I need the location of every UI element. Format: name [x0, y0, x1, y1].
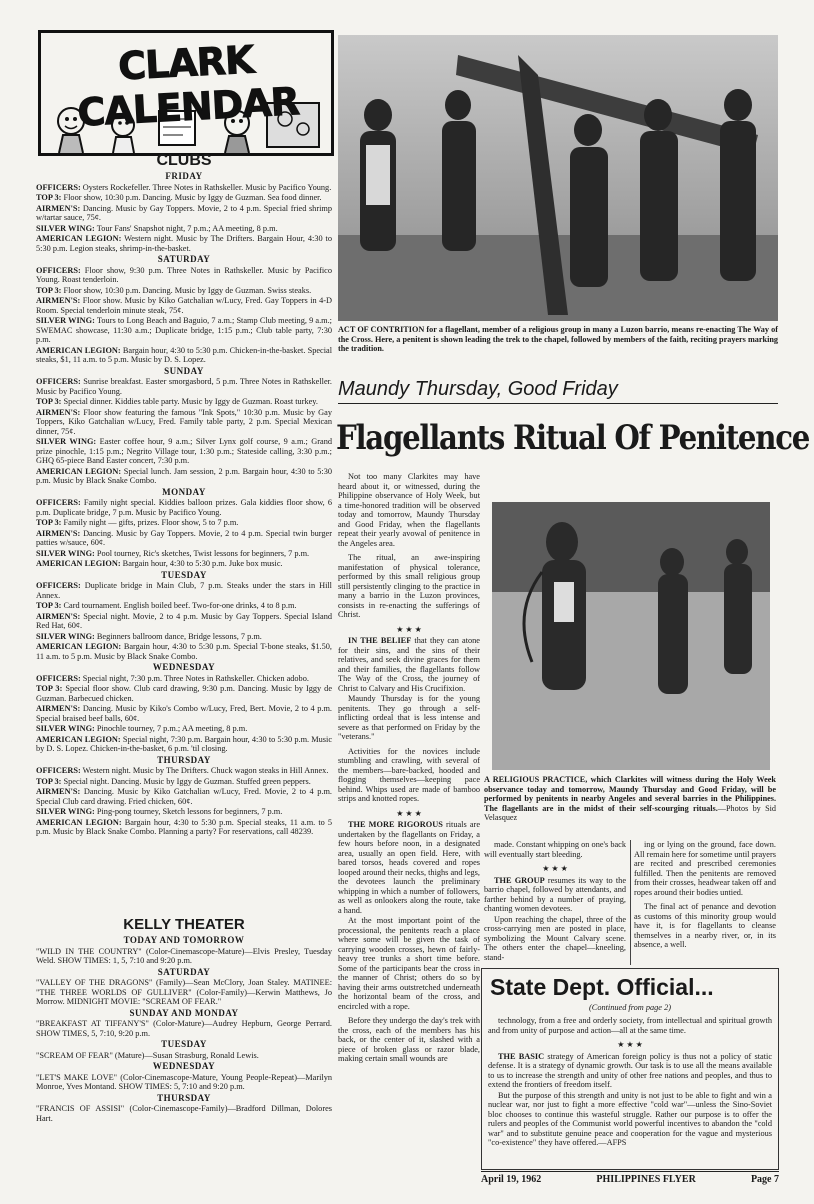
club-name: AMERICAN LEGION:	[36, 817, 122, 827]
club-name: TOP 3:	[36, 601, 62, 610]
story-column-3	[634, 840, 776, 968]
state-continued: (Continued from page 2)	[589, 1003, 671, 1012]
club-entry	[36, 518, 332, 528]
paragraph-text: resumes its way to the barrio chapel, followed by attendants, and farther behind by a number of praying, chanting women devotees.	[484, 875, 626, 913]
paragraph: Maundy Thursday is for the young penitents. They go through a self-inflicting ordeal that is less intense and severe as that performed on Friday by the "veterans."	[338, 694, 480, 741]
club-details: Bargain hour, 4:30 to 5:30 p.m. Chicken-in-the-basket. Special steaks, $1, 11 a.m. to 5 p.m. Music by D. S. Lopez.	[36, 345, 332, 364]
movie-listing: "WILD IN THE COUNTRY" (Color-Cinemascope-Mature)—Elvis Presley, Tuesday Weld. SHOW TIMES: 1, 5, 7:10 and 9:20 p.m.	[36, 946, 332, 965]
club-entry	[36, 674, 332, 684]
club-entry	[36, 724, 332, 734]
day-heading: THURSDAY	[157, 754, 211, 765]
photo1-caption: ACT OF CONTRITION for a flagellant, member of a religious group in many a Luzon barrio, means re-enacting The Way of the Cross. Here, a penitent is shown leading the trek to the chapel, followed by members of the faith, reciting prayers marking the tradition.	[338, 325, 778, 353]
club-entry	[36, 549, 332, 559]
movie-listing: "FRANCIS OF ASSISI" (Color-Cinemascope-Family)—Bradford Dillman, Dolores Hart.	[36, 1104, 332, 1123]
headline: Flagellants Ritual Of Penitence	[336, 418, 810, 458]
state-title: State Dept. Official...	[490, 974, 714, 1000]
club-name: AMERICAN LEGION:	[36, 466, 122, 476]
club-details: Floor show. Music by Kiko Gatchalian w/Lucy, Fred. Gay Toppers in 4-D Room. Special tenderloin minute steak, 75¢.	[36, 296, 332, 315]
club-entry	[36, 807, 332, 817]
show-day: SUNDAY AND MONDAY	[129, 1007, 239, 1018]
paragraph: Not too many Clarkites may have heard about it, or witnessed, during the Philippine observance of Holy Week, but a time-honored tradition will be observed today and tomorrow, Maundy Thursday and Good Friday, when the flagellants repeat their yearly avowal of penitence in the Angeles area.	[338, 472, 480, 548]
club-details: Special night, 7:30 p.m. Bargain hour, 4:30 to 5:30 p.m. Music by D. S. Lopez. Chicken-in-the-basket, 6 p.m. 'til closing.	[36, 734, 332, 753]
club-entry	[36, 601, 332, 611]
paragraph: Upon reaching the chapel, three of the cross-carrying men are posted in place, symbolizing the Mount Calvary scene. The others enter the chapel—kneeling, stand-	[484, 914, 626, 962]
clubs-days	[36, 172, 332, 837]
club-name: SILVER WING:	[36, 724, 95, 733]
club-name: AMERICAN LEGION:	[36, 559, 121, 568]
club-name: AMERICAN LEGION:	[36, 642, 122, 651]
paragraph	[484, 876, 626, 914]
paragraph-text: that they can atone for their sins, and the sins of their relatives, and seek divine graces for them and their families, the flagellants follow The Way of the Cross, the journey of Christ to Calvary and His Crucifixion.	[338, 636, 480, 693]
day-heading: FRIDAY	[165, 171, 203, 181]
club-details: Dancing. Music by Kiko's Combo w/Lucy, Fred, Bert. Movie, 2 to 4 p.m. Special braised beef balls, 60¢.	[36, 704, 332, 723]
club-entry	[36, 642, 332, 661]
photo-cross-procession	[338, 35, 778, 321]
club-details: Special floor show. Club card drawing, 9:30 p.m. Dancing. Music by Iggy de Guzman. Barbecued chicken.	[36, 684, 332, 703]
club-details: Floor show featuring the famous "Ink Spots," 10:30 p.m. Music by Gay Toppers, Kiko Gatchalian w/Lucy, Fred. Family table party, 2 p.m. Special Mexican dinner, 75¢.	[36, 407, 332, 436]
club-entry	[36, 735, 332, 754]
footer-date: April 19, 1962	[481, 1174, 542, 1185]
club-entry	[36, 224, 332, 234]
club-entry	[36, 581, 332, 600]
kelly-theater	[36, 916, 332, 1196]
club-details: Special night. Movie, 2 to 4 p.m. Music by Gay Toppers. Special Island Red Hat, 60¢.	[36, 611, 332, 630]
movie-listing: "SCREAM OF FEAR" (Mature)—Susan Strasburg, Ronald Lewis.	[36, 1050, 259, 1060]
club-name: SILVER WING:	[36, 316, 95, 325]
club-details: Floor show, 10:30 p.m. Dancing. Music by Iggy de Guzman. Swiss steaks.	[63, 285, 312, 295]
paragraph: Before they undergo the day's trek with the cross, each of the members has his back, or the center of it, slashed with a piece of broken glass or razor blade, making certain small wounds are	[338, 1016, 480, 1063]
club-name: AMERICAN LEGION:	[36, 234, 122, 243]
photo2-caption-text: A RELIGIOUS PRACTICE, which Clarkites will witness during the Holy Week observance today and tomorrow, Maundy Thursday and Good Friday, will be performed by penitents in nearby Angeles and several barries in the Philippines. The flagellants are in the midst of their self-scourging rituals.	[484, 775, 776, 813]
club-entry	[36, 204, 332, 223]
club-details: Bargain hour, 4:30 to 5:30 p.m. Special steaks, 11 a.m. to 5 p.m. Music by Black Snake Combo. Planning a party? For reservations, call 48239.	[36, 817, 332, 836]
kicker: Maundy Thursday, Good Friday	[338, 378, 618, 400]
star-divider: ★ ★ ★	[617, 1040, 643, 1049]
paragraph	[338, 636, 480, 693]
club-details: Special dinner. Kiddies table party. Music by Iggy de Guzman. Roast turkey.	[63, 397, 318, 406]
story-column-1	[338, 472, 480, 1197]
club-details: Oysters Rockefeller. Three Notes in Rathskeller. Music by Pacifico Young.	[82, 182, 332, 192]
club-name: TOP 3:	[36, 397, 62, 406]
show-day: TODAY AND TOMORROW	[123, 935, 245, 945]
show-day: THURSDAY	[157, 1092, 211, 1103]
lead-in: IN THE BELIEF	[348, 636, 412, 645]
club-name: AIRMEN'S:	[36, 787, 81, 796]
club-details: Pinochle tourney, 7 p.m.; AA meeting, 8 p.m.	[96, 724, 248, 733]
state-body	[488, 1016, 772, 1164]
club-details: Sunrise breakfast. Easter smorgasbord, 5 p.m. Three Notes in Rathskeller. Music by Pacifico Young.	[36, 377, 332, 396]
club-name: TOP 3:	[36, 684, 63, 693]
clubs-column	[36, 150, 332, 915]
show-day: WEDNESDAY	[152, 1061, 216, 1071]
club-name: AIRMEN'S:	[36, 704, 81, 713]
show-day: SATURDAY	[157, 966, 211, 977]
club-name: AMERICAN LEGION:	[36, 734, 121, 744]
club-entry	[36, 787, 332, 806]
paragraph: technology, from a free and orderly society, from intellectual and spiritual growth and from unity of purpose and action—all at the same time.	[488, 1016, 772, 1035]
club-details: Floor show, 9:30 p.m. Three Notes in Rathskeller. Music by Pacifico Young. Roast tenderloin.	[36, 265, 332, 284]
club-name: SILVER WING:	[36, 437, 97, 446]
club-details: Duplicate bridge in Main Club, 7 p.m. Steaks under the stars in Hill Annex.	[36, 581, 332, 600]
club-entry	[36, 346, 332, 365]
club-entry	[36, 818, 332, 837]
paragraph: The ritual, an awe-inspiring manifestation of physical tolerance, performed by this small religious group still persistently clinging to the practice in many a barrio in the Luzon provinces, consists in re-enacting the sufferings of Christ.	[338, 553, 480, 619]
club-details: Special night, 7:30 p.m. Three Notes in Rathskeller. Chicken adobo.	[82, 673, 309, 683]
club-details: Ping-pong tourney, Sketch lessons for beginners, 7 p.m.	[96, 807, 283, 816]
club-entry	[36, 377, 332, 396]
club-details: Floor show, 10:30 p.m. Dancing. Music by Iggy de Guzman. Sea food dinner.	[63, 193, 322, 202]
club-entry	[36, 183, 332, 193]
club-name: OFFICERS:	[36, 581, 81, 590]
club-details: Beginners ballroom dance, Bridge lessons, 7 p.m.	[96, 631, 262, 641]
footer-paper: PHILIPPINES FLYER	[596, 1174, 696, 1185]
paragraph: But the purpose of this strength and unity is not just to be able to fight and win a nuclear war, nor just to fight a more effective "cold war"—unless the Sino-Soviet bloc chooses to continue this wasteful struggle. Rather our purpose is to offer the rulers and peoples of the Communist world powerful incentives to abandon the "cold war" and to substitute genuine peace and cooperation for the vague and mysterious "co-existence" they have offered.—AFPS	[488, 1090, 772, 1147]
movie-listing: "VALLEY OF THE DRAGONS" (Family)—Sean McClory, Joan Staley. MATINEE: "THE THREE WORLDS OF GULLIVER" (Color-Family)—Kerwin Matthews, Jo Morrow. MIDNIGHT MOVIE: "SCREAM OF FEAR."	[36, 978, 332, 1006]
club-entry	[36, 529, 332, 548]
kicker-rule	[338, 403, 778, 404]
club-entry	[36, 437, 332, 466]
club-name: SILVER WING:	[36, 807, 95, 816]
star-divider: ★ ★ ★	[542, 864, 568, 873]
day-heading: SATURDAY	[157, 254, 211, 264]
club-details: Special night. Dancing. Music by Iggy de Guzman. Stuffed green peppers.	[63, 776, 311, 786]
club-entry	[36, 234, 332, 253]
kelly-blocks	[36, 936, 332, 1123]
club-entry	[36, 777, 332, 787]
day-heading: WEDNESDAY	[152, 662, 216, 672]
photo2-caption	[484, 775, 776, 823]
club-details: Tours to Long Beach and Baguio, 7 a.m.; Stamp Club meeting, 9 a.m.; SWEMAC showcase, 11:30 a.m.; Duplicate bridge, 1:15 p.m.; Club table party, 7:30 p.m.	[36, 316, 332, 344]
club-details: Family night special. Kiddies balloon prizes. Gala kiddies floor show, 6 p.m. Duplicate bridge, 7 p.m. Music by Pacifico Young.	[36, 498, 332, 517]
lead-in: THE MORE RIGOROUS	[348, 820, 443, 829]
club-entry	[36, 632, 332, 642]
paragraph-text: strategy of American foreign policy is thus not a policy of static defense. It is a strategy of dynamic growth. Our task is to use all the means available to us to increase the strength and unity of other free nations and peoples, and thus to extend the frontiers of freedom itself.	[488, 1051, 772, 1089]
paragraph: The final act of penance and devotion as customs of this minority group would have it, is for flagellants to cleanse themselves in a nearby river, or, in its absence, a well.	[634, 902, 776, 949]
club-entry	[36, 612, 332, 631]
star-divider: ★ ★ ★	[396, 808, 422, 818]
club-name: TOP 3:	[36, 776, 62, 786]
paragraph	[338, 820, 480, 915]
flagellants-photo-icon	[492, 502, 770, 770]
club-details: Dancing. Music by Kiko Gatchalian w/Lucy, Fred. Movie, 2 to 4 p.m. Special Club card drawing. Fried chicken, 60¢.	[36, 787, 332, 806]
movie-listing: "BREAKFAST AT TIFFANY'S" (Color-Mature)—Audrey Hepburn, George Perrard. SHOW TIMES, 5, 7:10, 9:20 p.m.	[36, 1019, 332, 1038]
lead-in: THE GROUP	[494, 875, 545, 885]
club-entry	[36, 193, 332, 203]
procession-photo-icon	[338, 35, 778, 321]
paragraph: At the most important point of the processional, the penitents reach a place where some will be given the task of carrying wooden crosses, hewn of fairly-heavy tree trunks a short time before. Some of the participants bear the cross in the manner of Christ; others do so by having their arms outstretched underneath the horizontal beam of the cross, and encircled with a rope.	[338, 916, 480, 1011]
paragraph: Activities for the novices include stumbling and crawling, with several of the members—bare-backed, hooded and flogging themselves—keeping pace behind. Whips used are made of bamboo strips and knotted ropes.	[338, 746, 480, 803]
club-entry	[36, 559, 332, 569]
day-heading: SUNDAY	[164, 365, 204, 376]
club-name: OFFICERS:	[36, 377, 81, 386]
paragraph	[488, 1052, 772, 1090]
day-heading: MONDAY	[162, 486, 206, 497]
club-entry	[36, 467, 332, 486]
club-details: Tour Fans' Snapshot night, 7 p.m.; AA meeting, 8 p.m.	[96, 223, 278, 233]
club-entry	[36, 286, 332, 296]
masthead-title: CLARK CALENDAR	[76, 37, 300, 135]
masthead	[38, 30, 334, 156]
column-rule	[630, 840, 631, 965]
club-details: Dancing. Music by Gay Toppers. Movie, 2 to 4 p.m. Special fried shrimp w/tartar sauce, 75¢.	[36, 203, 332, 222]
clubs-title: CLUBS	[156, 152, 212, 169]
club-name: OFFICERS:	[36, 182, 81, 192]
day-heading: TUESDAY	[161, 569, 207, 580]
club-entry	[36, 766, 332, 776]
club-details: Bargain hour, 4:30 to 5:30 p.m. Juke box music.	[122, 559, 283, 568]
footer	[481, 1173, 779, 1187]
star-divider: ★ ★ ★	[396, 624, 422, 634]
club-details: Pool tourney, Ric's sketches, Twist lessons for beginners, 7 p.m.	[96, 548, 310, 558]
club-name: AMERICAN LEGION:	[36, 345, 121, 355]
club-details: Dancing. Music by Gay Toppers. Movie, 2 to 4 p.m. Special twin burger patties w/sauce, 60¢.	[36, 528, 332, 547]
club-name: TOP 3:	[36, 285, 62, 295]
photo-credit: —Photos by Sid Velasquez	[484, 803, 776, 822]
club-details: Western night. Music by The Drifters. Bargain Hour, 4:30 to 5:30 p.m. Legion steaks, shrimp-in-the-basket.	[36, 234, 332, 253]
club-name: SILVER WING:	[36, 223, 95, 233]
club-name: AIRMEN'S:	[36, 203, 81, 213]
club-entry	[36, 397, 332, 407]
club-name: OFFICERS:	[36, 673, 81, 683]
club-name: OFFICERS:	[36, 265, 81, 275]
story-column-2	[484, 840, 626, 968]
club-name: AIRMEN'S:	[36, 296, 81, 305]
club-details: Western night. Music by The Drifters. Chuck wagon steaks in Hill Annex.	[82, 766, 329, 775]
club-entry	[36, 408, 332, 437]
club-entry	[36, 704, 332, 723]
state-dept-box	[481, 968, 779, 1170]
club-entry	[36, 266, 332, 285]
movie-listing: "LET'S MAKE LOVE" (Color-Cinemascope-Mature, Young People-Repeat)—Marilyn Monroe, Yves Montand. SHOW TIMES: 5, 7:10 and 9:20 p.m.	[36, 1072, 332, 1091]
club-entry	[36, 498, 332, 517]
footer-rule	[481, 1171, 779, 1172]
paragraph-text: rituals are undertaken by the flagellants on Friday, a few hours before noon, in a designated area, usually an open field. Here, with bared torsos, heads covered and ropes looped around their necks, thighs and legs, the devotees launch the preliminary whipping in which a number of followers, as well as onlookers along the route, take a hand.	[338, 820, 480, 915]
club-name: AIRMEN'S:	[36, 407, 81, 417]
club-details: Special lunch. Jam session, 2 p.m. Bargain hour, 4:30 to 5:30 p.m. Music by Black Snake Combo.	[36, 466, 332, 485]
club-name: AIRMEN'S:	[36, 611, 81, 621]
paragraph: ing or lying on the ground, face down. All remain here for sometime until prayers are recited and prescribed ceremonies fulfilled. Then the penitents are removed from their crosses, headwear taken off and ropes around their bodies untied.	[634, 840, 776, 897]
club-name: OFFICERS:	[36, 498, 81, 507]
paragraph: made. Constant whipping on one's back will eventually start bleeding.	[484, 840, 626, 859]
club-name: AIRMEN'S:	[36, 528, 81, 538]
club-entry	[36, 684, 332, 703]
club-entry	[36, 316, 332, 345]
club-name: SILVER WING:	[36, 548, 95, 558]
club-entry	[36, 296, 332, 315]
show-day: TUESDAY	[161, 1039, 207, 1049]
club-name: SILVER WING:	[36, 631, 95, 641]
lead-in: THE BASIC	[498, 1051, 545, 1061]
kelly-title: KELLY THEATER	[123, 916, 245, 933]
club-details: Easter coffee hour, 9 a.m.; Silver Lynx golf course, 9 a.m.; Grand prize pinochle, 1:15 p.m.; Negrito Village tour, 1:30 p.m.; Stateside calling, 3:30 p.m.; GHQ 65-piece Band Easter concert, 7:30 p.m.	[36, 437, 332, 465]
photo-flagellants	[492, 502, 770, 770]
club-details: Bargain hour, 4:30 to 5:30 p.m. Special T-bone steaks, $1.50, 11 a.m. to 5 p.m. Music by Black Snake Combo.	[36, 642, 332, 661]
club-details: Card tournament. English boiled beef. Two-for-one drinks, 4 to 8 p.m.	[63, 601, 297, 610]
club-name: OFFICERS:	[36, 766, 81, 775]
footer-page: Page 7	[750, 1174, 779, 1185]
club-name: TOP 3:	[36, 193, 62, 202]
club-details: Family night — gifts, prizes. Floor show, 5 to 7 p.m.	[63, 518, 239, 527]
club-name: TOP 3:	[36, 518, 62, 527]
